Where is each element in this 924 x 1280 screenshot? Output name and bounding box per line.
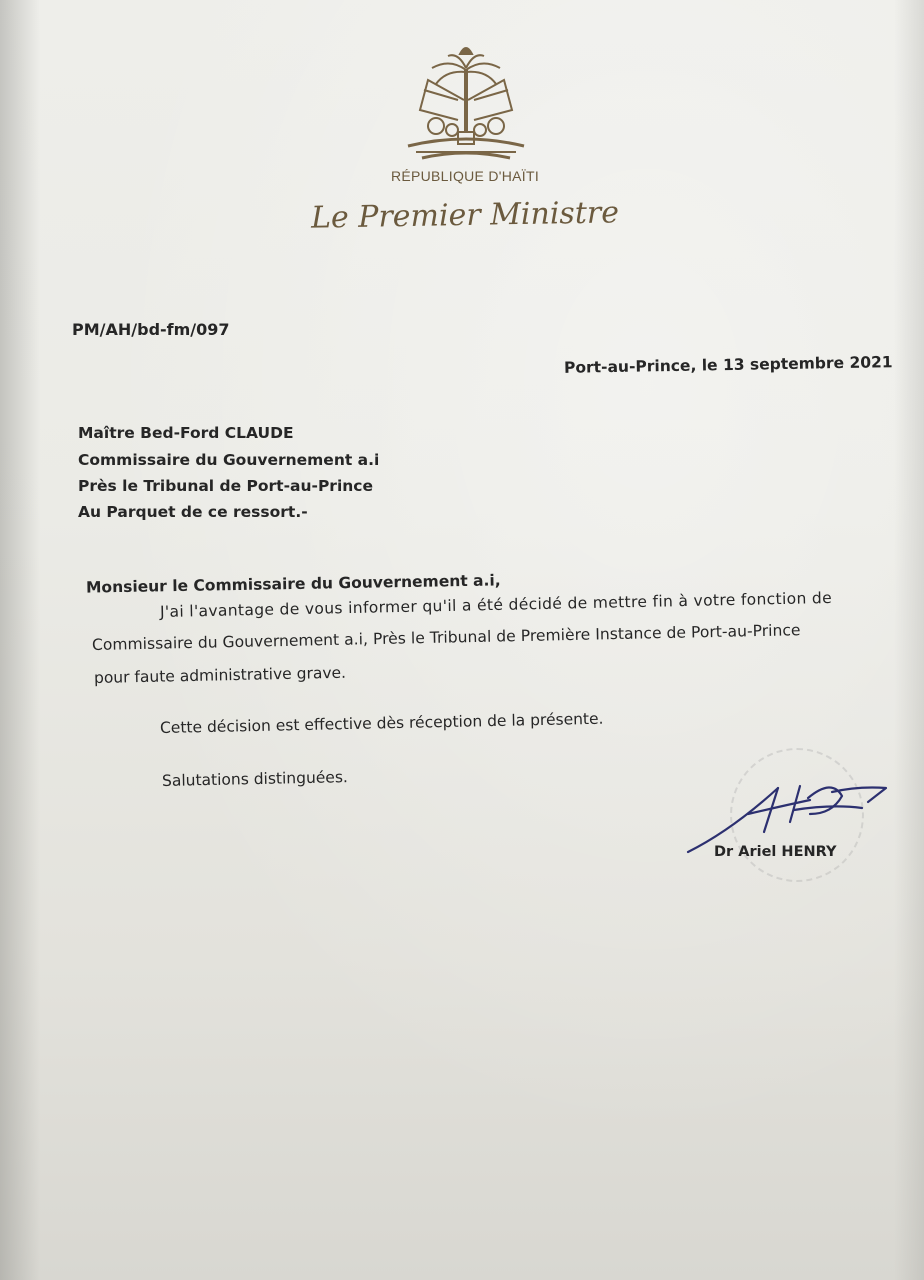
body-paragraph-line: Commissaire du Gouvernement a.i, Près le Tribunal de Première Instance de Port-au-Prince [91,621,801,654]
body-paragraph-line: pour faute administrative grave. [93,663,347,687]
date-line: Port-au-Prince, le 13 septembre 2021 [563,353,893,377]
body-paragraph-line: Cette décision est effective dès réception de la présente. [159,709,604,737]
body-paragraph-line: J'ai l'avantage de vous informer qu'il a été décidé de mettre fin à votre fonction de [159,588,833,621]
recipient-line: Maître Bed-Ford CLAUDE [78,424,294,442]
letterhead-office-title: Le Premier Ministre [310,195,620,236]
recipient-line: Près le Tribunal de Port-au-Prince [78,477,373,495]
haiti-coat-of-arms-icon [398,40,534,164]
closing-line: Salutations distinguées. [161,768,349,790]
paper-shadow-right [894,0,924,1280]
salutation: Monsieur le Commissaire du Gouvernement a.i, [85,571,501,597]
letterhead-republic: RÉPUBLIQUE D'HAÏTI [390,168,540,184]
reference-number: PM/AH/bd-fm/097 [72,320,230,339]
signatory-name: Dr Ariel HENRY [714,844,837,860]
recipient-line: Au Parquet de ce ressort.- [78,503,308,521]
paper-shadow-left [0,0,40,1280]
recipient-line: Commissaire du Gouvernement a.i [78,451,380,469]
